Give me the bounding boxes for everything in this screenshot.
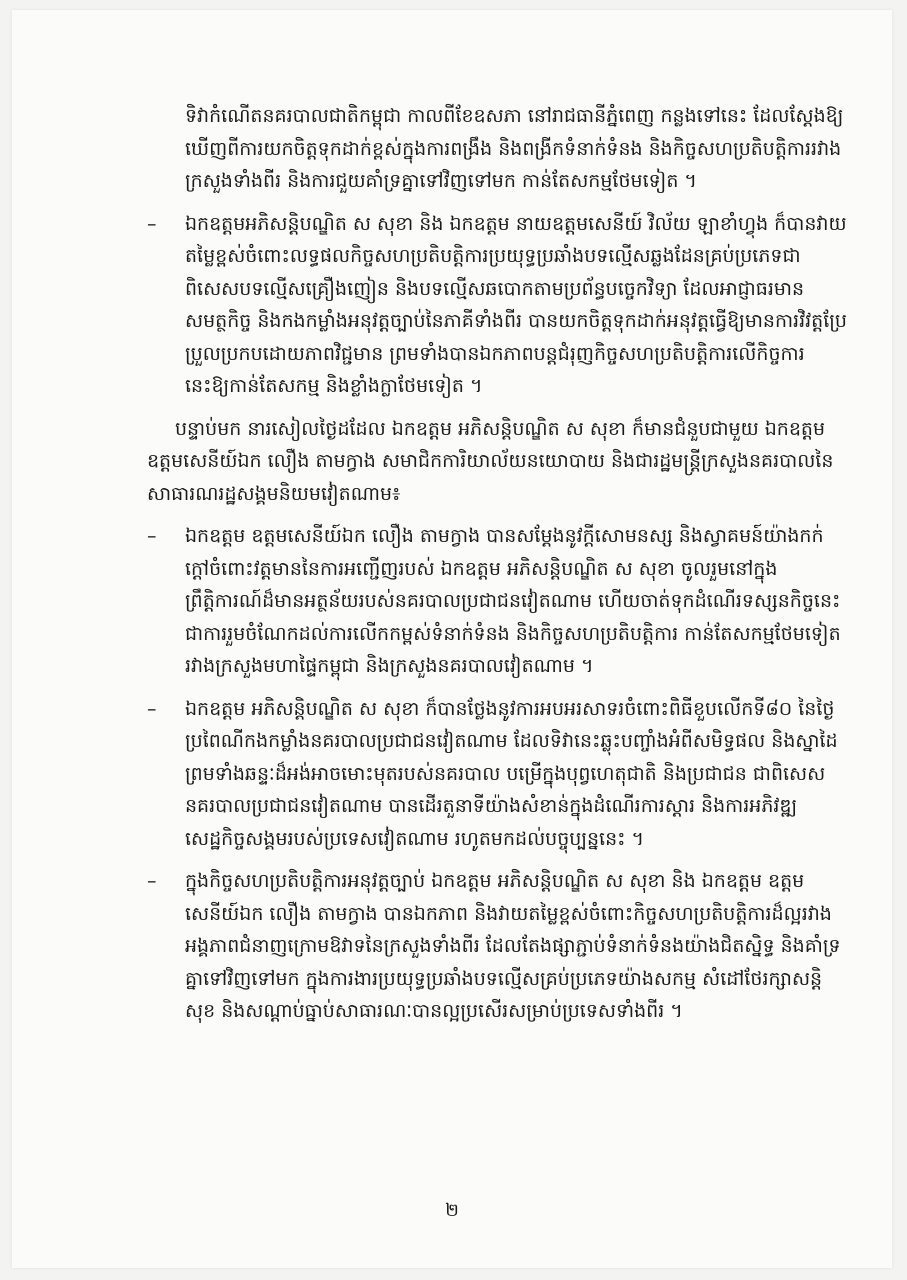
bullet-item-4 (147, 865, 847, 1028)
bullet-dash: – (147, 870, 157, 892)
bullet-text-3: ឯកឧត្តម អភិសន្តិបណ្ឌិត ស សុខា ក៏បានថ្លែងនូវការអបអរសាទរចំពោះពិធីខួបលើកទី៨០ នៃថ្ងៃប្រពៃណីកងកម្លាំងនគរបាលប្រជាជនវៀតណាម ដែលទិវានេះឆ្លុះបញ្ចាំងអំពីសមិទ្ធផល និងស្នាដៃ ព្រមទាំងឆន្ទៈដ៏អង់អាចមោះមុតរបស់នគរបាល បម្រើក្នុងបុព្វហេតុជាតិ និងប្រជាជន ជាពិសេសនគរបាលប្រជាជនវៀតណាម បានដើរតួនាទីយ៉ាងសំខាន់ក្នុងដំណើរការស្តារ និងការអភិវឌ្ឍសេដ្ឋកិច្ចសង្គមរបស់ប្រទេសវៀតណាម រហូតមកដល់បច្ចុប្បន្ននេះ ។ (185, 697, 838, 850)
page-number: ២ (445, 1200, 459, 1221)
bullet-text-1: ឯកឧត្តមអភិសន្តិបណ្ឌិត ស សុខា និង ឯកឧត្តម នាយឧត្តមសេនីយ៍ វិល័យ ឡាខាំហ្វុង ក៏បានវាយតម្លៃខ្ពស់ចំពោះលទ្ធផលកិច្ចសហប្រតិបត្តិការប្រយុទ្ធប្រឆាំងបទល្មើសឆ្លងដែនគ្រប់ប្រភេទជាពិសេសបទល្មើសគ្រឿងញៀន និងបទល្មើសឆបោកតាមប្រព័ន្ធបច្ចេកវិទ្យា ដែលអាជ្ញាធរមានសមត្ថកិច្ច និងកងកម្លាំងអនុវត្តច្បាប់នៃភាគីទាំងពីរ បានយកចិត្តទុកដាក់អនុវត្តធ្វើឱ្យមានការវិវត្តប្រែប្រួលប្រកបដោយភាពវិជ្ជមាន ព្រមទាំងបានឯកភាពបន្តជំរុញកិច្ចសហប្រតិបត្តិការលើកិច្ចការនេះឱ្យកាន់តែសកម្ម និងខ្លាំងក្លាថែមទៀត ។ (185, 212, 847, 397)
bullet-dash: – (147, 212, 157, 235)
bullet-text-4: ក្នុងកិច្ចសហប្រតិបត្តិការអនុវត្តច្បាប់ ឯកឧត្តម អភិសន្តិបណ្ឌិត ស សុខា និង ឯកឧត្តម ឧត្តមសេនីយ៍ឯក លឿង តាមក្វាង បានឯកភាព និងវាយតម្លៃខ្ពស់ចំពោះកិច្ចសហប្រតិបត្តិការដ៏ល្អរវាងអង្គភាពជំនាញក្រោមឱវាទនៃក្រសួងទាំងពីរ ដែលតែងផ្សាភ្ជាប់ទំនាក់ទំនងយ៉ាងជិតស្និទ្ធ និងគាំទ្រគ្នាទៅវិញទៅមក ក្នុងការងារប្រយុទ្ធប្រឆាំងបទល្មើសគ្រប់ប្រភេទយ៉ាងសកម្ម សំដៅថែរក្សាសន្តិសុខ និងសណ្តាប់ធ្នាប់សាធារណៈបានល្អប្រសើរសម្រាប់ប្រទេសទាំងពីរ ។ (185, 870, 841, 1022)
bullet-item-2 (147, 520, 847, 683)
bullet-text-2: ឯកឧត្តម ឧត្តមសេនីយ៍ឯក លឿង តាមក្វាង បានសម្តែងនូវក្តីសោមនស្ស និងស្វាគមន៍យ៉ាងកក់ក្តៅចំពោះវត្តមាននៃការអញ្ជើញរបស់ ឯកឧត្តម អភិសន្តិបណ្ឌិត ស សុខា ចូលរួមនៅក្នុងព្រឹត្តិការណ៍ដ៏មានអត្ថន័យរបស់នគរបាលប្រជាជនវៀតណាម ហើយចាត់ទុកដំណើរទស្សនកិច្ចនេះជាការរួមចំណែកដល់ការលើកកម្ពស់ទំនាក់ទំនង និងកិច្ចសហប្រតិបត្តិការ កាន់តែសកម្មថែមទៀតរវាងក្រសួងមហាផ្ទៃកម្ពុជា និងក្រសួងនគរបាលវៀតណាម ។ (185, 525, 841, 677)
document-body (147, 100, 847, 1028)
document-page (12, 10, 892, 1268)
intro-paragraph: ទិវាកំណើតនគរបាលជាតិកម្ពុជា កាលពីខែឧសភា នៅរាជធានីភ្នំពេញ កន្លងទៅនេះ ដែលស្តែងឱ្យឃើញពីការយកចិត្តទុកដាក់ខ្ពស់ក្នុងការពង្រឹង និងពង្រីកទំនាក់ទំនង និងកិច្ចសហប្រតិបត្តិការរវាងក្រសួងទាំងពីរ និងការជួយគាំទ្រគ្នាទៅវិញទៅមក កាន់តែសកម្មថែមទៀត ។ (185, 105, 844, 192)
bullet-item-1 (147, 208, 847, 403)
bullet-dash: – (147, 525, 157, 547)
bullet-item-3 (147, 693, 847, 856)
bullet-dash: – (147, 697, 157, 720)
body-paragraph: បន្ទាប់មក នារសៀលថ្ងៃដដែល ឯកឧត្តម អភិសន្តិបណ្ឌិត ស សុខា ក៏មានជំនួបជាមួយ ឯកឧត្តម ឧត្តមសេនីយ៍ឯក លឿង តាមក្វាង សមាជិកការិយាល័យនយោបាយ និងជារដ្ឋមន្ត្រីក្រសួងនគរបាលនៃសាធារណរដ្ឋសង្គមនិយមវៀតណាម៖ (147, 417, 834, 505)
